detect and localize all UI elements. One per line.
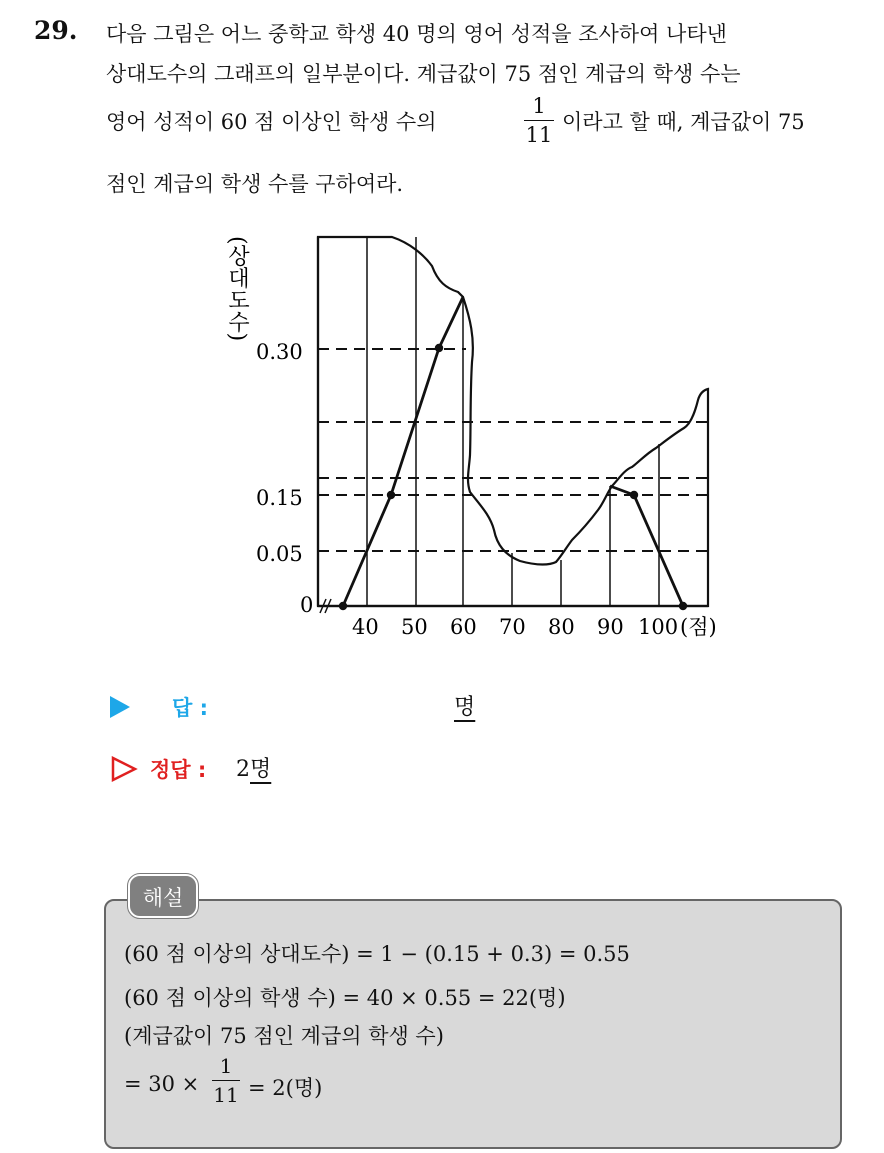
data-point [630,491,638,499]
solution-fraction [212,1054,240,1107]
fraction-numerator: 1 [532,94,546,118]
correct-answer-row [110,754,510,784]
question-number: 29. [34,16,78,45]
x-unit-label: (점) [680,615,717,639]
data-point [435,344,443,352]
x-tick-label: 70 [499,615,526,639]
outline-triangle-icon [110,756,138,782]
question-line-1: 다음 그림은 어느 중학교 학생 40 명의 영어 성적을 조사하여 나타낸 [106,22,727,46]
solution-line-4a: = 30 × [124,1072,200,1096]
y-tick-label: 0.15 [256,486,303,510]
play-triangle-icon [110,696,130,718]
solution-line-1: (60 점 이상의 상대도수) = 1 − (0.15 + 0.3) = 0.55 [124,942,630,966]
x-tick-label: 100 [638,615,679,639]
question-line-3a: 영어 성적이 60 점 이상인 학생 수의 [106,110,437,134]
fraction-denominator: 11 [525,123,553,147]
data-point [339,602,347,610]
question-line-2: 상대도수의 그래프의 일부분이다. 계급값이 75 점인 계급의 학생 수는 [106,62,741,86]
correct-answer-value [236,752,271,783]
solution-line-4b: = 2(명) [248,1076,323,1100]
polygon-right [610,486,683,606]
answer-label: 답 : [172,696,208,720]
fraction-numerator: 1 [219,1054,233,1078]
fraction-bar [212,1080,240,1081]
dashed-guides [318,349,708,551]
question-line-4: 점인 계급의 학생 수를 구하여라. [106,172,404,196]
correct-answer-label: 정답 : [150,758,207,782]
fraction-denominator: 11 [213,1083,239,1107]
solution-tag: 해설 [128,874,198,918]
correct-number: 2 [236,757,250,782]
x-tick-label: 60 [450,615,477,639]
solution-line-3: (계급값이 75 점인 계급의 학생 수) [124,1024,444,1048]
correct-unit: 명 [250,757,272,782]
answer-row [110,692,510,722]
solution-line-2: (60 점 이상의 학생 수) = 40 × 0.55 = 22(명) [124,986,566,1010]
y-axis-title: (상대도수) [224,236,250,342]
polygon-left [343,297,463,606]
answer-blank[interactable]: 명 [454,695,476,720]
x-tick-label: 80 [548,615,575,639]
y-tick-label: 0.05 [256,542,303,566]
data-point [679,602,687,610]
data-point [387,491,395,499]
x-tick-label: 50 [401,615,428,639]
question-line-3b: 이라고 할 때, 계급값이 75 [562,110,805,134]
y-tick-label: 0 [300,593,314,617]
x-tick-label: 40 [352,615,379,639]
y-tick-label: 0.30 [256,340,303,364]
x-tick-label: 90 [597,615,624,639]
